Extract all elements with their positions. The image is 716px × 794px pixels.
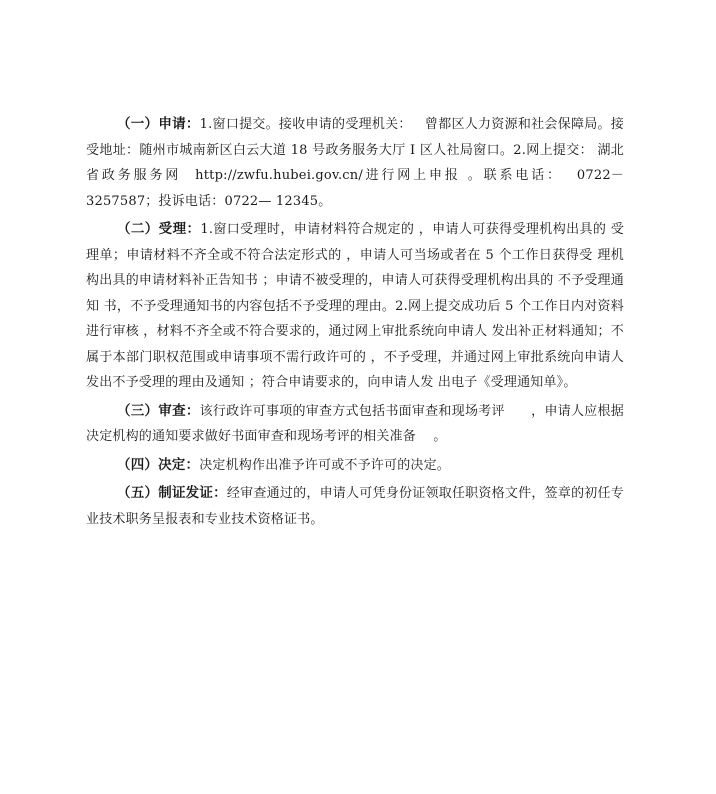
section-application bbox=[86, 112, 629, 214]
section-heading: （一）申请： bbox=[117, 116, 200, 132]
section-heading: （四）决定： bbox=[117, 456, 200, 473]
document-page bbox=[86, 112, 629, 535]
section-review bbox=[86, 399, 629, 450]
section-heading: （二）受理： bbox=[117, 221, 201, 237]
section-text: 1.窗口提交。接收申请的受理机关： 曾都区人力资源和社会保障局。接受地址：随州市城南新区白云大道 18 号政务服务大厅 I 区人社局窗口。2.网上提交： 湖北省政务服务网 http://zwfu.hubei.gov.cn/进行网上申报 。联系电话： 0722－ 3257587；投诉电话：0722— 12345。 bbox=[86, 117, 629, 209]
section-text: 经审查通过的，申请人可凭身份证领取任职资格文件，签章的初任专业技术职务呈报表和专业技术资格证书。 bbox=[86, 486, 624, 527]
section-heading: （五）制证发证： bbox=[117, 485, 227, 501]
section-text: 该行政许可事项的审查方式包括书面审查和现场考评 ，申请人应根据 决定机构的通知要求做好书面审查和现场考评的相关准备 。 bbox=[86, 403, 629, 444]
section-certification bbox=[86, 481, 624, 532]
section-decision bbox=[86, 453, 624, 479]
section-text: 决定机构作出准予许可或不予许可的决定。 bbox=[199, 457, 451, 473]
section-text: 1.窗口受理时，申请材料符合规定的 ，申请人可获得受理机构出具的 受理单；申请材料不齐全或不符合法定形式的 ，申请人可当场或者在 5 个工作日获得受 理机 构出具的申请材料补正告知书 ；申请不被受理的，申请人可获得受理机构出具的 不予受理通知 书，不予受理通知书的内容包括不予受理的理由。2.网上提交成功后 5 个工作日内对资料进行审核 ，材料不齐全或不符合要求的，通过网上审批系统向申请人 发出补正材料通知；不属于本部门职权范围或申请事项不需行政许可的 ，不予受理，并通过网上审批系统向申请人发出不予受理的理由及通知 ；符合申请要求的，向申请人发 出电子《受理通知单》。 bbox=[86, 222, 629, 390]
section-acceptance bbox=[86, 217, 629, 396]
section-heading: （三）审查： bbox=[117, 402, 200, 419]
